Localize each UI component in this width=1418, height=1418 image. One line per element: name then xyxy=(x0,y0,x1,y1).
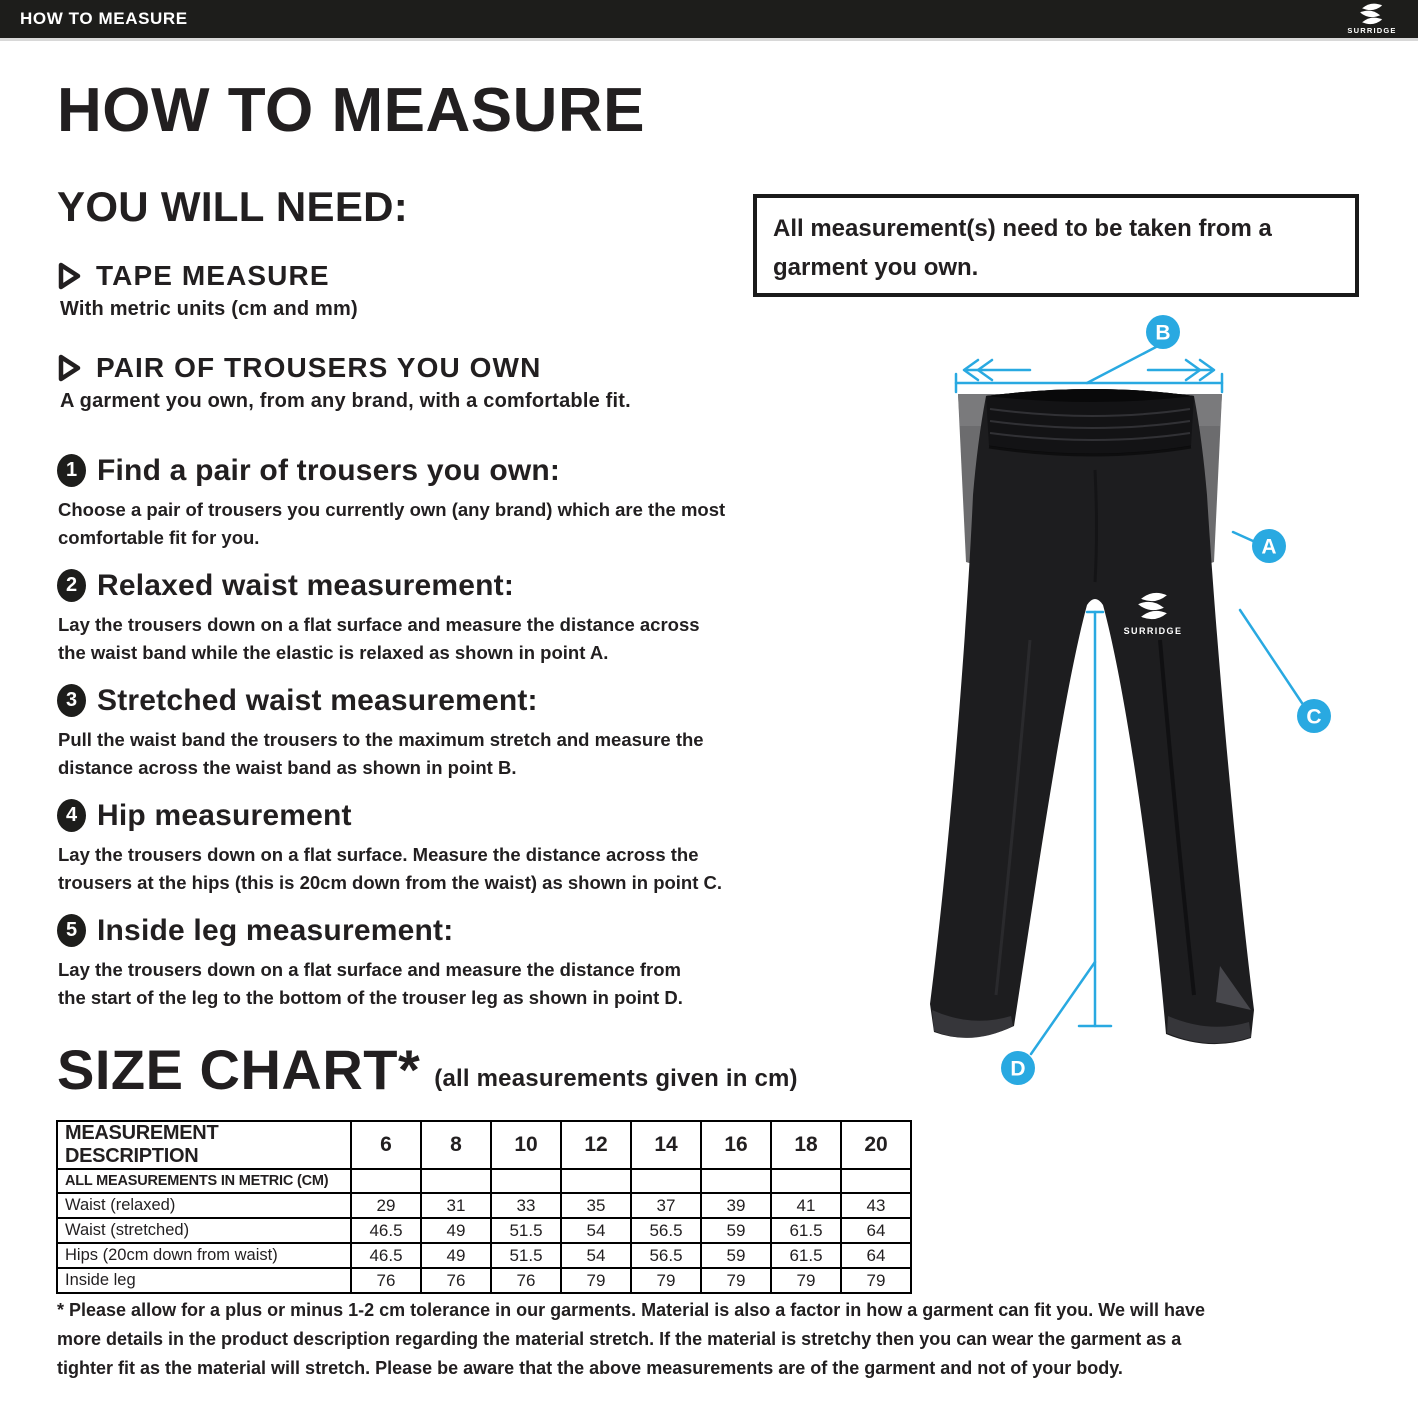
column-header: 14 xyxy=(631,1121,701,1169)
column-header: 16 xyxy=(701,1121,771,1169)
need-item-description: With metric units (cm and mm) xyxy=(60,298,358,320)
measurement-callout-box xyxy=(753,194,1359,297)
step-number-badge: 4 xyxy=(57,799,86,832)
column-header: 20 xyxy=(841,1121,911,1169)
row-label: Inside leg xyxy=(57,1268,351,1293)
size-chart-heading xyxy=(57,1038,798,1101)
surridge-wordmark-on-trousers: SURRIDGE xyxy=(1123,626,1183,636)
label-d: D xyxy=(1010,1057,1026,1081)
column-header: 10 xyxy=(491,1121,561,1169)
label-c-leader-line xyxy=(1240,610,1304,706)
metric-note: ALL MEASUREMENTS IN METRIC (CM) xyxy=(57,1169,351,1193)
need-item-tape-measure xyxy=(57,262,777,321)
step-body: Pull the waist band the trousers to the maximum stretch and measure the distance across the waist band as shown in point B. xyxy=(58,729,704,778)
table-row: Hips (20cm down from waist) 46.5 49 51.5 54 56.5 59 61.5 64 xyxy=(57,1243,911,1268)
step-body: Lay the trousers down on a flat surface and measure the distance from the start of the leg to the bottom of the trouser leg as shown in point D. xyxy=(58,959,683,1008)
label-d-leader-line xyxy=(1031,962,1095,1054)
footnote-line: tighter fit as the material will stretch. Please be aware that the above measurements are of the garment and not of your body. xyxy=(57,1358,1123,1378)
topbar-title: HOW TO MEASURE xyxy=(20,9,188,28)
need-item-description: A garment you own, from any brand, with a comfortable fit. xyxy=(60,390,631,412)
row-label: Waist (relaxed) xyxy=(57,1193,351,1218)
top-bar xyxy=(0,0,1418,41)
label-b: B xyxy=(1155,321,1171,345)
instruction-steps xyxy=(57,454,837,1029)
column-header: MEASUREMENT DESCRIPTION xyxy=(57,1121,351,1169)
footnote-line: more details in the product description regarding the material stretch. If the material is stretchy then you can wear the garment as a xyxy=(57,1329,1182,1349)
surridge-wordmark: SURRIDGE xyxy=(1347,26,1397,35)
callout-line: garment you own. xyxy=(773,254,979,281)
column-header: 6 xyxy=(351,1121,421,1169)
table-header-row xyxy=(57,1121,911,1169)
table-note-row xyxy=(57,1169,911,1193)
step-title: Inside leg measurement: xyxy=(97,913,454,947)
column-header: 12 xyxy=(561,1121,631,1169)
callout-line: All measurement(s) need to be taken from a xyxy=(773,215,1272,242)
need-item-trousers xyxy=(57,354,777,413)
label-a-leader-line xyxy=(1233,532,1253,541)
page-title: HOW TO MEASURE xyxy=(57,76,645,145)
need-item-title: TAPE MEASURE xyxy=(96,260,330,291)
triangle-bullet-icon xyxy=(57,354,82,382)
column-header: 18 xyxy=(771,1121,841,1169)
step-number-badge: 3 xyxy=(57,684,86,717)
size-chart-table xyxy=(56,1120,912,1294)
size-chart-subheading: (all measurements given in cm) xyxy=(434,1065,798,1092)
footnote-line: * Please allow for a plus or minus 1-2 cm tolerance in our garments. Material is also a factor in how a garment can fit you. We will have xyxy=(57,1300,1205,1320)
triangle-bullet-icon xyxy=(57,262,82,290)
step-3 xyxy=(57,684,837,799)
table-row: Waist (stretched) 46.5 49 51.5 54 56.5 59 61.5 64 xyxy=(57,1218,911,1243)
step-number-badge: 1 xyxy=(57,454,86,487)
step-title: Relaxed waist measurement: xyxy=(97,568,515,602)
trousers-illustration xyxy=(880,310,1418,1110)
step-body: Choose a pair of trousers you currently own (any brand) which are the most comfortable fit for you. xyxy=(58,499,726,548)
step-5 xyxy=(57,914,837,1029)
label-a: A xyxy=(1261,535,1277,559)
step-number-badge: 5 xyxy=(57,914,86,947)
surridge-logo xyxy=(1340,2,1418,36)
surridge-logo-icon xyxy=(1340,2,1404,36)
step-title: Find a pair of trousers you own: xyxy=(97,453,561,487)
you-will-need-heading: YOU WILL NEED: xyxy=(57,183,409,230)
step-body: Lay the trousers down on a flat surface. Measure the distance across the trousers at the hips (this is 20cm down from the waist) as shown in point C. xyxy=(58,844,723,893)
step-title: Hip measurement xyxy=(97,798,352,832)
step-1 xyxy=(57,454,837,569)
trousers-body xyxy=(930,389,1254,1044)
table-row: Waist (relaxed) 29 31 33 35 37 39 41 43 xyxy=(57,1193,911,1218)
trousers-measurement-diagram xyxy=(880,310,1418,1110)
column-header: 8 xyxy=(421,1121,491,1169)
label-c: C xyxy=(1306,705,1322,729)
need-item-title: PAIR OF TROUSERS YOU OWN xyxy=(96,352,542,383)
step-number-badge: 2 xyxy=(57,569,86,602)
tolerance-footnote xyxy=(57,1296,1205,1383)
step-title: Stretched waist measurement: xyxy=(97,683,538,717)
step-2 xyxy=(57,569,837,684)
table-row: Inside leg 76 76 76 79 79 79 79 79 xyxy=(57,1268,911,1293)
step-4 xyxy=(57,799,837,914)
label-b-leader-line xyxy=(1087,347,1156,383)
row-label: Hips (20cm down from waist) xyxy=(57,1243,351,1268)
step-body: Lay the trousers down on a flat surface and measure the distance across the waist band while the elastic is relaxed as shown in point A. xyxy=(58,614,700,663)
row-label: Waist (stretched) xyxy=(57,1218,351,1243)
size-chart-title: SIZE CHART* xyxy=(57,1038,421,1101)
